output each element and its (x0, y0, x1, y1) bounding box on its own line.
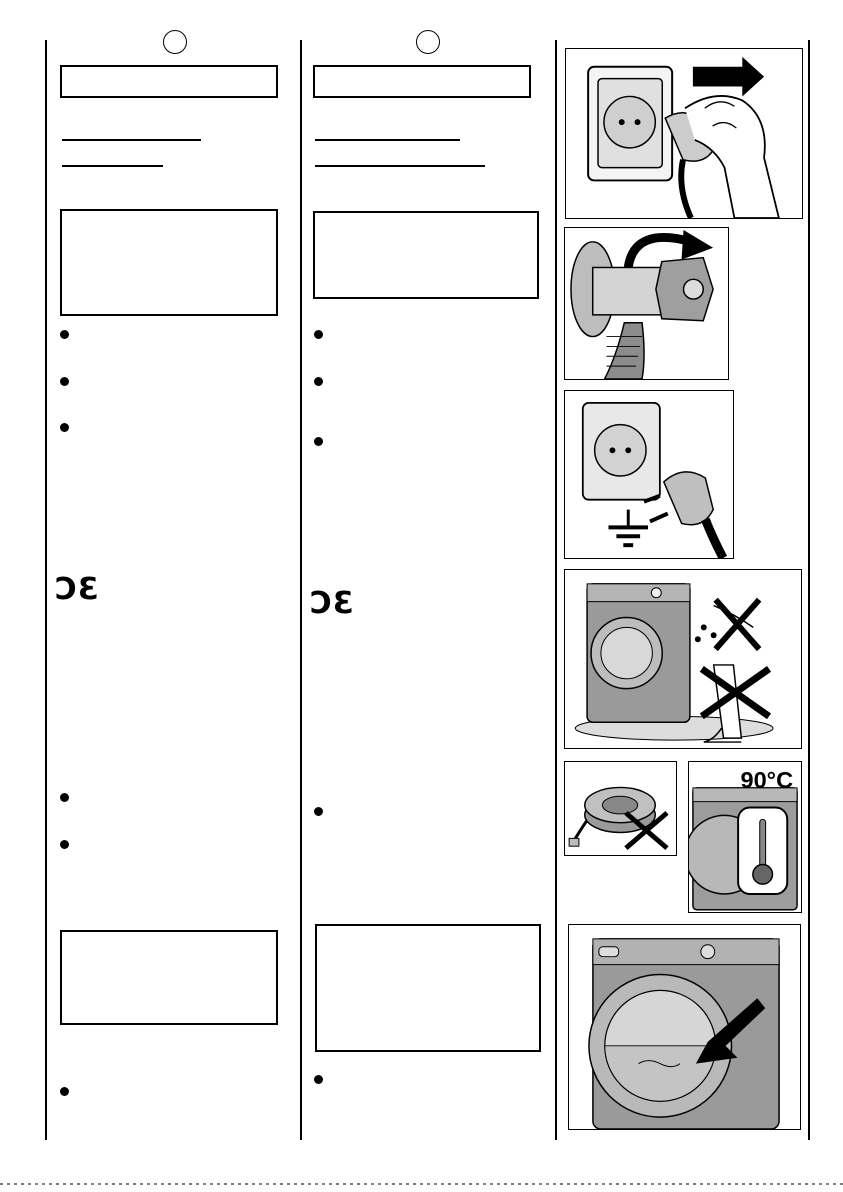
earthed-socket-and-plug-icon (564, 390, 734, 559)
column-divider-left (45, 40, 47, 1140)
ce-mark-icon: ƆƐ (55, 572, 100, 607)
door-water-level-arrow-icon (568, 924, 801, 1130)
bullet (314, 437, 323, 446)
warning-box (60, 930, 278, 1025)
warning-box (60, 209, 278, 316)
section-heading-box (313, 65, 531, 98)
unplug-from-socket-icon (565, 48, 803, 219)
temperature-label: 90°C (740, 766, 794, 793)
column-divider-middle (300, 40, 302, 1140)
bullet (60, 330, 69, 339)
no-extension-reel-icon (564, 761, 677, 856)
column-divider-edge (808, 40, 810, 1140)
turn-off-water-tap-icon (564, 227, 729, 380)
hot-door-thermometer-icon (688, 761, 802, 913)
heading-underline (315, 139, 460, 141)
bullet (60, 793, 69, 802)
bullet (60, 840, 69, 849)
heading-underline (315, 165, 485, 167)
ce-mark-icon: ƆƐ (310, 586, 355, 621)
bullet (60, 1087, 69, 1096)
column-divider-right (555, 40, 557, 1140)
language-circle-right (416, 30, 440, 54)
language-circle-left (163, 30, 187, 54)
bullet (314, 377, 323, 386)
page-bottom-border (0, 1183, 843, 1185)
heading-underline (62, 139, 201, 141)
bullet (60, 423, 69, 432)
heading-underline (62, 165, 163, 167)
warning-box (315, 924, 541, 1052)
warning-box (313, 211, 539, 299)
bullet (314, 330, 323, 339)
bullet (314, 1075, 323, 1084)
no-wet-hands-or-bare-feet-icon (564, 569, 802, 749)
bullet (60, 377, 69, 386)
bullet (314, 807, 323, 816)
section-heading-box (60, 65, 278, 98)
